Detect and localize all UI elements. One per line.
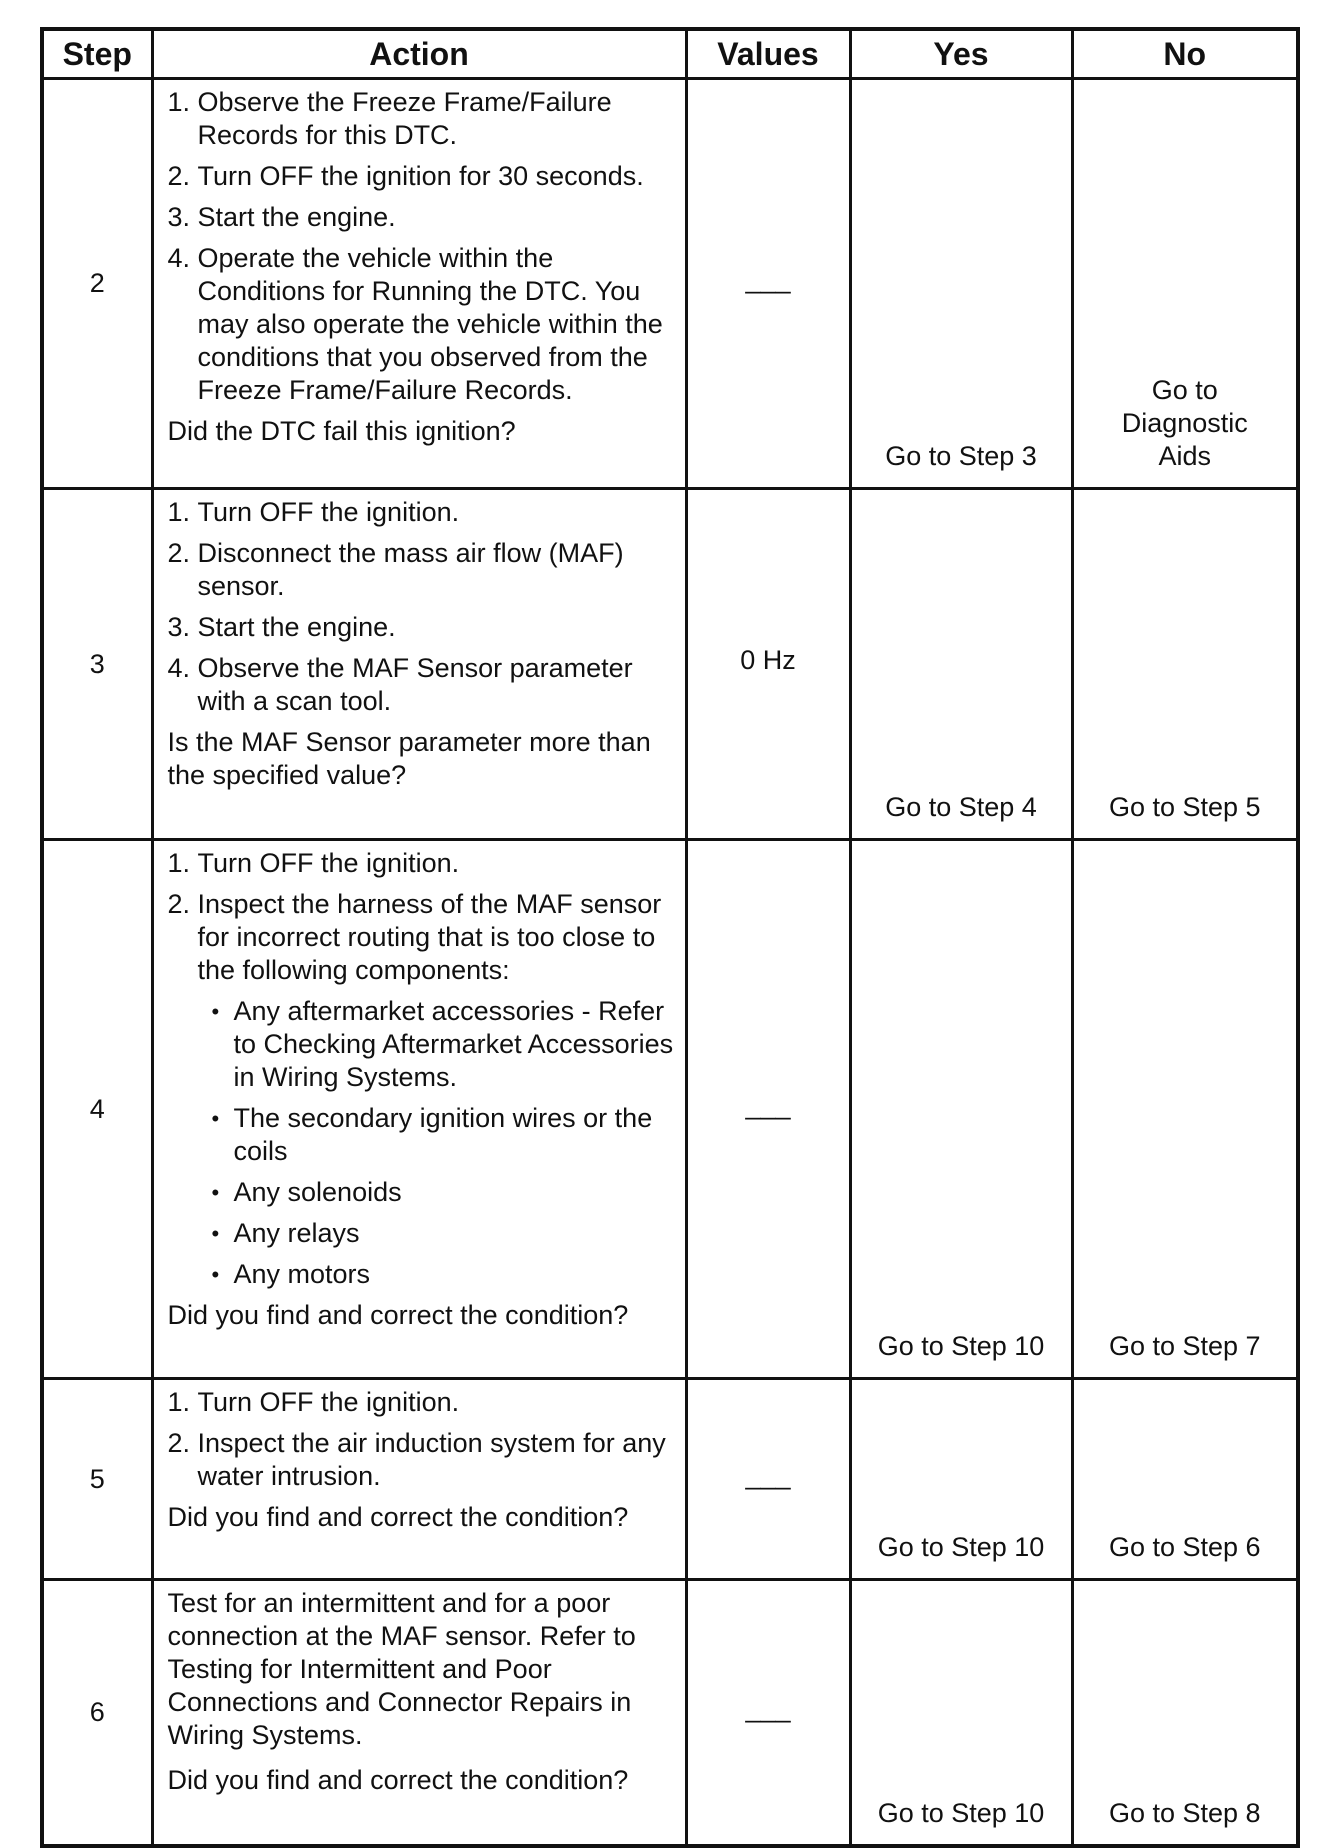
table-row (42, 489, 1298, 840)
action-cell (152, 1580, 686, 1847)
bullet-item: • The secondary ignition wires or the coils (211, 1103, 653, 1166)
action-item: 2. Inspect the harness of the MAF sensor for incorrect routing that is too close to the following components: (167, 889, 662, 985)
action-item: 1. Turn OFF the ignition. (167, 497, 460, 527)
no-cell: Go to Step 7 (1072, 840, 1298, 1379)
header-step: Step (42, 29, 152, 79)
values-cell: ___ (686, 1379, 850, 1580)
action-question: Did you find and correct the condition? (167, 1765, 629, 1795)
bullet-item: • Any aftermarket accessories - Refer to Checking Aftermarket Accessories in Wiring Systems. (211, 996, 674, 1092)
action-cell (152, 840, 686, 1379)
values-cell: ___ (686, 79, 850, 489)
bullet-item: • Any motors (211, 1259, 371, 1289)
diagnostic-table (40, 27, 1300, 1848)
action-paragraph: Test for an intermittent and for a poor connection at the MAF sensor. Refer to Testing for Intermittent and Poor Connections and Connector Repairs in Wiring Systems. (167, 1588, 636, 1750)
bullet-item: • Any solenoids (211, 1177, 402, 1207)
action-item: 3. Start the engine. (167, 612, 396, 642)
table-row (42, 1379, 1298, 1580)
values-cell: ___ (686, 840, 850, 1379)
table-row (42, 1580, 1298, 1847)
no-cell: Go to Step 6 (1072, 1379, 1298, 1580)
table-row (42, 840, 1298, 1379)
action-item: 4. Observe the MAF Sensor parameter with a scan tool. (167, 653, 633, 716)
values-cell: ___ (686, 1580, 850, 1847)
yes-cell: Go to Step 10 (850, 1580, 1072, 1847)
step-number: 5 (42, 1379, 152, 1580)
action-item: 2. Turn OFF the ignition for 30 seconds. (167, 161, 644, 191)
yes-cell: Go to Step 10 (850, 1379, 1072, 1580)
values-cell: 0 Hz (686, 489, 850, 840)
action-cell (152, 79, 686, 489)
header-values: Values (686, 29, 850, 79)
action-item: 1. Turn OFF the ignition. (167, 1387, 460, 1417)
header-row (42, 29, 1298, 79)
no-cell: Go to Step 5 (1072, 489, 1298, 840)
yes-cell: Go to Step 4 (850, 489, 1072, 840)
no-cell: Go to Diagnostic Aids (1072, 79, 1298, 489)
no-cell: Go to Step 8 (1072, 1580, 1298, 1847)
action-cell (152, 1379, 686, 1580)
action-item: 3. Start the engine. (167, 202, 396, 232)
action-question: Did the DTC fail this ignition? (167, 416, 516, 446)
yes-cell: Go to Step 10 (850, 840, 1072, 1379)
action-question: Did you find and correct the condition? (167, 1502, 629, 1532)
action-question: Did you find and correct the condition? (167, 1300, 629, 1330)
action-item: 4. Operate the vehicle within the Conditions for Running the DTC. You may also operate the vehicle within the conditions that you observed from the Freeze Frame/Failure Records. (167, 243, 663, 405)
header-action: Action (152, 29, 686, 79)
header-yes: Yes (850, 29, 1072, 79)
action-question: Is the MAF Sensor parameter more than the specified value? (167, 727, 651, 790)
table-row (42, 79, 1298, 489)
yes-cell: Go to Step 3 (850, 79, 1072, 489)
step-number: 4 (42, 840, 152, 1379)
action-item: 2. Inspect the air induction system for any water intrusion. (167, 1428, 666, 1491)
bullet-item: • Any relays (211, 1218, 360, 1248)
action-cell (152, 489, 686, 840)
step-number: 6 (42, 1580, 152, 1847)
action-item: 1. Observe the Freeze Frame/Failure Records for this DTC. (167, 87, 612, 150)
action-item: 1. Turn OFF the ignition. (167, 848, 460, 878)
header-no: No (1072, 29, 1298, 79)
step-number: 2 (42, 79, 152, 489)
action-item: 2. Disconnect the mass air flow (MAF) sensor. (167, 538, 624, 601)
step-number: 3 (42, 489, 152, 840)
